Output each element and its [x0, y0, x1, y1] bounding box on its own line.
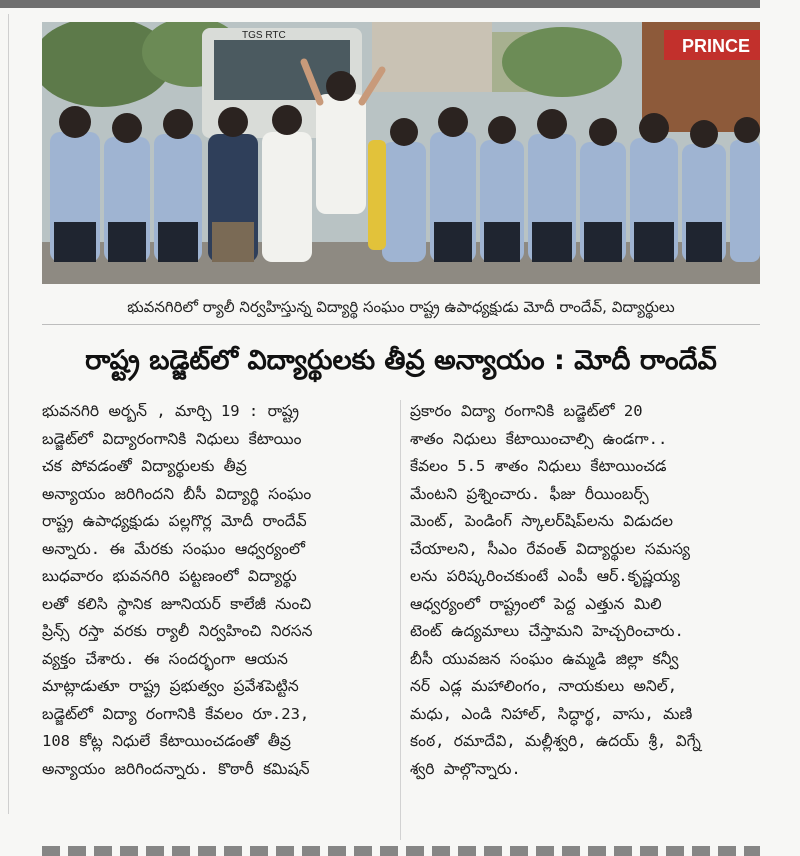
article-line: శ్వరి పాల్గొన్నారు. — [410, 759, 521, 778]
article-column-right — [410, 398, 760, 783]
article-line: చేయాలని, సీఎం రేవంత్ విద్యార్థుల సమస్య — [410, 539, 690, 558]
article-line: అన్యాయం జరిగిందని బీసీ విద్యార్థి సంఘం — [42, 484, 312, 503]
article-line: అన్నారు. ఈ మేరకు సంఘం ఆధ్వర్యంలో — [42, 539, 305, 558]
article-line: బడ్జెట్‌లో విద్యా రంగానికి కేవలం రూ.23, — [42, 704, 310, 723]
article-line: చక పోవడంతో విద్యార్థులకు తీవ్ర — [42, 457, 247, 475]
bus-plate: TGS RTC — [242, 30, 286, 41]
shop-sign: PRINCE — [682, 36, 751, 56]
article-line: కంఠ, రమాదేవి, మల్లీశ్వరి, ఉదయ్ శ్రీ, విగ్నే — [410, 732, 701, 750]
article-line: నర్ ఎడ్ల మహాలింగం, నాయకులు అనిల్, — [410, 677, 678, 695]
article-line: మధు, ఎండి నిహాల్, సిద్ధార్థ, వాసు, మణి — [410, 704, 693, 723]
article-line: శాతం నిధులు కేటాయించాల్సి ఉండగా.. — [410, 429, 668, 448]
article-line: మెంట్, పెండింగ్ స్కాలర్‌షిప్‌లను విడుదల — [410, 512, 673, 530]
article-line: మేంటని ప్రశ్నించారు. ఫీజు రీయింబర్స్ — [410, 484, 649, 503]
left-margin-rule — [8, 14, 9, 814]
article-line: వ్యక్తం చేశారు. ఈ సందర్భంగా ఆయన — [42, 649, 288, 668]
article-line: బీసీ యువజన సంఘం ఉమ్మడి జిల్లా కన్వీ — [410, 649, 679, 668]
article-line: అన్యాయం జరిగిందన్నారు. కొఠారీ కమిషన్ — [42, 759, 310, 778]
article-line: లతో కలిసి స్థానిక జూనియర్ కాలేజీ నుంచి — [42, 594, 312, 613]
column-divider — [400, 400, 401, 840]
top-page-bar — [0, 0, 760, 8]
news-photo — [42, 22, 760, 284]
article-line: ప్రకారం విద్యా రంగానికి బడ్జెట్‌లో 20 — [410, 402, 643, 420]
article-line: ప్రిన్స్ రస్తా వరకు ర్యాలీ నిర్వహించి నిరసన — [42, 622, 313, 640]
article-line: 108 కోట్ల నిధులే కేటాయించడంతో తీవ్ర — [42, 732, 291, 750]
article-column-left — [42, 398, 392, 783]
article-line: ఆధ్వర్యంలో రాష్ట్రంలో పెద్ద ఎత్తున మిలి — [410, 594, 662, 613]
next-article-cutoff — [42, 846, 760, 856]
article-line: టెంట్ ఉద్యమాలు చేస్తామని హెచ్చరించారు. — [410, 622, 684, 640]
article-line: కేవలం 5.5 శాతం నిధులు కేటాయించడ — [410, 457, 667, 475]
article-line: రాష్ట్ర ఉపాధ్యక్షుడు పల్లగొర్ల మోదీ రాందేవ్ — [42, 512, 307, 530]
article-line: బుధవారం భువనగిరి పట్టణంలో విద్యార్థు — [42, 567, 297, 585]
article-line: లను పరిష్కరించకుంటే ఎంపీ ఆర్.కృష్ణయ్య — [410, 567, 680, 585]
photo-caption: భువనగిరిలో ర్యాలీ నిర్వహిస్తున్న విద్యార్థి సంఘం రాష్ట్ర ఉపాధ్యక్షుడు మోదీ రాందేవ్, విద్యార్థులు — [42, 290, 760, 325]
article-headline: రాష్ట్ర బడ్జెట్‌లో విద్యార్థులకు తీవ్ర అన్యాయం : మోదీ రాందేవ్ — [85, 345, 717, 376]
article-line: మాట్లాడుతూ రాష్ట్ర ప్రభుత్వం ప్రవేశపెట్టిన — [42, 677, 299, 695]
article-line: భువనగిరి అర్బన్ , మార్చి 19 : రాష్ట్ర — [42, 402, 299, 420]
article-line: బడ్జెట్‌లో విద్యారంగానికి నిధులు కేటాయిం — [42, 429, 302, 448]
